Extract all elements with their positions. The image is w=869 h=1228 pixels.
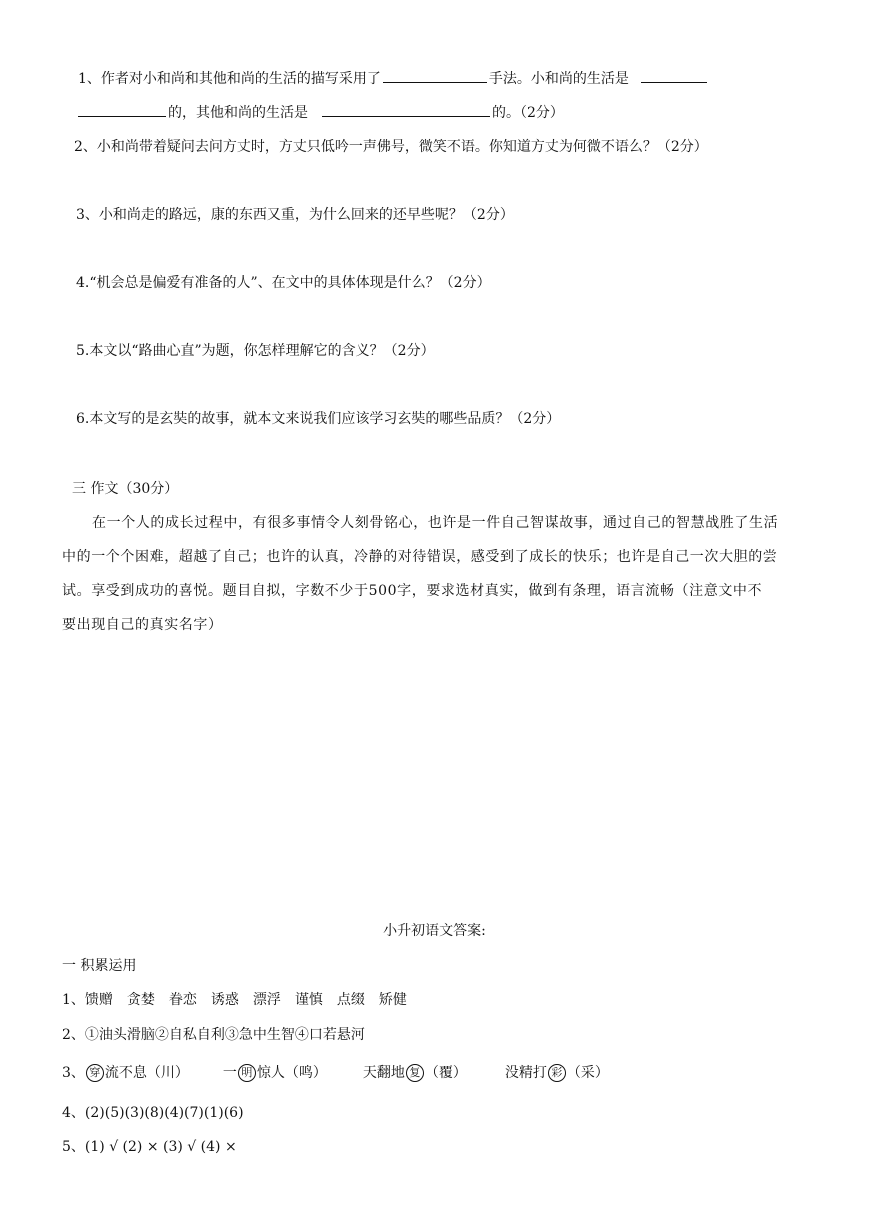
circled-char: 穿 (86, 1064, 104, 1082)
question-1-text-c: 的，其他和尚的生活是 (168, 105, 308, 121)
question-2: 2、小和尚带着疑问去问方丈时，方丈只低吟一声佛号，微笑不语。你知道方丈为何微不语么？（2分） (74, 139, 708, 155)
circled-char: 复 (406, 1064, 424, 1082)
question-1-text-b: 手法。小和尚的生活是 (488, 71, 629, 87)
idiom-item: 没精打 彩 （采） (504, 1065, 609, 1081)
question-1-line-1 (78, 68, 709, 89)
essay-line-1: 在一个人的成长过程中，有很多事情令人刻骨铭心，也许是一件自己智谋故事，通过自己的智慧战胜了生活 (92, 515, 779, 531)
question-1-line-2 (76, 102, 564, 123)
answer-5: 5、(1) √ (2) × (3) √ (4) × (62, 1139, 237, 1155)
circled-char: 明 (238, 1064, 256, 1082)
answer-blank[interactable] (322, 102, 490, 117)
answer-blank[interactable] (641, 68, 707, 83)
answer-blank[interactable] (383, 68, 487, 83)
question-1-text-a: 1、作者对小和尚和其他和尚的生活的描写采用了 (78, 71, 381, 87)
essay-line-4: 要出现自己的真实名字） (62, 617, 223, 633)
idiom-item: 一 明 惊人（鸣） (222, 1065, 327, 1081)
question-1-text-d: 的。（2分） (492, 105, 564, 121)
question-6: 6.本文写的是玄奘的故事，就本文来说我们应该学习玄奘的哪些品质？（2分） (76, 411, 561, 427)
answer-4: 4、(2)(5)(3)(8)(4)(7)(1)(6) (62, 1105, 244, 1121)
essay-heading: 三 作文（30分） (72, 481, 179, 497)
answers-title: 小升初语文答案: (383, 923, 486, 939)
question-4: 4.“机会总是偏爱有准备的人”、在文中的具体体现是什么？（2分） (76, 275, 491, 291)
idiom-item: 穿 流不息（川） (85, 1065, 189, 1081)
answer-1: 1、馈赠 贪婪 眷恋 诱惑 漂浮 谨慎 点缀 矫健 (62, 992, 407, 1008)
idiom-item: 天翻地 复 （覆） (362, 1065, 467, 1081)
answers-section-1: 一 积累运用 (62, 958, 137, 974)
essay-line-2: 中的一个个困难，超越了自己；也许的认真，冷静的对待错误，感受到了成长的快乐；也许是自己一次大胆的尝 (62, 549, 778, 565)
question-5: 5.本文以“路曲心直”为题，你怎样理解它的含义？（2分） (76, 343, 435, 359)
answer-3 (62, 1063, 609, 1083)
answer-3-prefix: 3、 (62, 1065, 85, 1081)
question-3: 3、小和尚走的路远，康的东西又重，为什么回来的还早些呢？（2分） (76, 207, 514, 223)
circled-char: 彩 (548, 1064, 566, 1082)
essay-line-3: 试。享受到成功的喜悦。题目自拟，字数不少于500字，要求选材真实，做到有条理，语言流畅（注意文中不 (62, 583, 763, 599)
answer-blank[interactable] (78, 102, 166, 117)
answer-2: 2、①油头滑脑②自私自利③急中生智④口若悬河 (62, 1027, 365, 1043)
